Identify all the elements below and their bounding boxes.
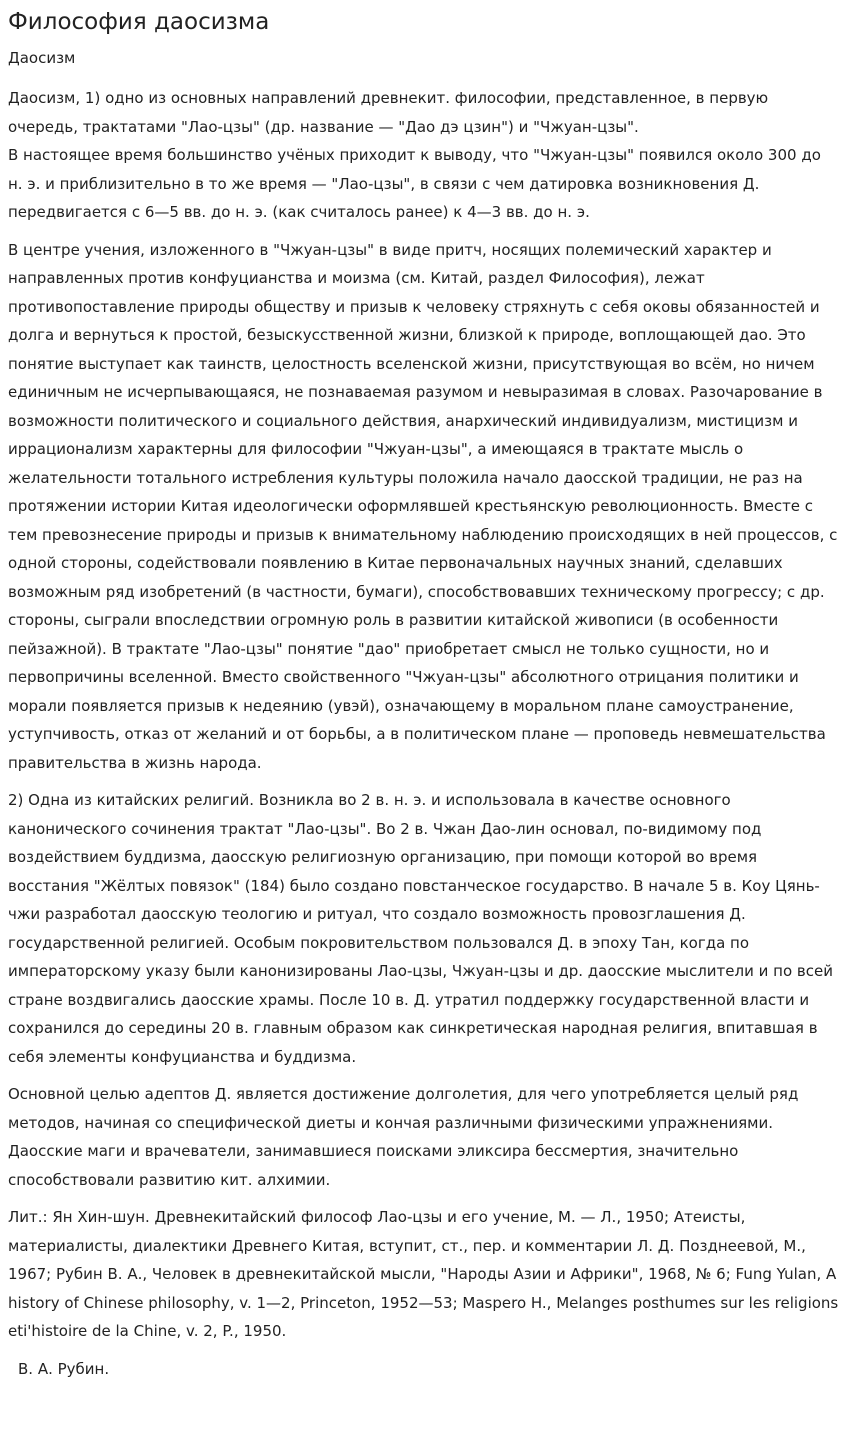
paragraph-teaching: В центре учения, изложенного в "Чжуан-цзы" в виде притч, носящих полемический характер и направленных против конфуцианства и моизма (см. Китай, раздел Философия), лежат противопоставление природы обществу и призыв к человеку стряхнуть с себя оковы обязанностей и долга и вернуться к простой, безыскусственной жизни, близкой к природе, воплощающей дао. Это понятие выступает как таинств, целостность вселенской жизни, присутствующая во всём, но ничем единичным не исчерпывающаяся, не познаваемая разумом и невыразимая в словах. Разочарование в возможности политического и социального действия, анархический индивидуализм, мистицизм и иррационализм характерны для философии "Чжуан-цзы", а имеющаяся в трактате мысль о желательности тотального истребления культуры положила начало даосской традиции, не раз на протяжении истории Китая идеологически оформлявшей крестьянскую революционность. Вместе с тем превознесение природы и призыв к внимательному наблюдению происходящих в ней процессов, с одной стороны, содействовали появлению в Китае первоначальных научных знаний, сделавших возможным ряд изобретений (в частности, бумаги), способствовавших техническому прогрессу; с др. стороны, сыграли впоследствии огромную роль в развитии китайской живописи (в особенности пейзажной). В трактате "Лао-цзы" понятие "дао" приобретает смысл не только сущности, но и первопричины вселенной. Вместо свойственного "Чжуан-цзы" абсолютного отрицания политики и морали появляется призыв к недеянию (увэй), означающему в моральном плане самоустранение, уступчивость, отказ от желаний и от борьбы, а в политическом плане — проповедь невмешательства правительства в жизнь народа. <box>8 240 838 772</box>
page-title: Философия даосизма <box>8 9 270 35</box>
paragraph-religion: 2) Одна из китайских религий. Возникла во 2 в. н. э. и использовала в качестве основного канонического сочинения трактат "Лао-цзы". Во 2 в. Чжан Дао-лин основал, по-видимому под воздействием буддизма, даосскую религиозную организацию, при помощи которой во время восстания "Жёлтых повязок" (184) было создано повстанческое государство. В начале 5 в. Коу Цянь-чжи разработал даосскую теологию и ритуал, что создало возможность провозглашения Д. государственной религией. Особым покровительством пользовался Д. в эпоху Тан, когда по императорскому указу были канонизированы Лао-цзы, Чжуан-цзы и др. даосские мыслители и по всей стране воздвигались даосские храмы. После 10 в. Д. утратил поддержку государственной власти и сохранился до середины 20 в. главным образом как синкретическая народная религия, впитавшая в себя элементы конфуцианства и буддизма. <box>8 791 833 1066</box>
paragraph-literature: Лит.: Ян Хин-шун. Древнекитайский философ Лао-цзы и его учение, М. — Л., 1950; Атеисты, материалисты, диалектики Древнего Китая, вступит, ст., пер. и комментарии Л. Д. Позднеевой, М., 1967; Рубин В. А., Человек в древнекитайской мысли, "Народы Азии и Африки", 1968, № 6; Fung Yulan, A history of Chinese philosophy, v. 1—2, Princeton, 1952—53; Maspero H., Melanges posthumes sur les religions eti'histoire de la Chine, v. 2, P., 1950. <box>8 1208 839 1340</box>
paragraph-definition: Даосизм, 1) одно из основных направлений древнекит. философии, представленное, в первую очередь, трактатами "Лао-цзы" (др. название — "Дао дэ цзин") и "Чжуан-цзы". В настоящее время большинство учёных приходит к выводу, что "Чжуан-цзы" появился около 300 до н. э. и приблизительно в то же время — "Лао-цзы", в связи с чем датировка возникновения Д. передвигается с 6—5 вв. до н. э. (как считалось ранее) к 4—3 вв. до н. э. <box>8 89 821 221</box>
article-subtitle: Даосизм <box>8 49 76 67</box>
article-author: В. А. Рубин. <box>18 1359 110 1378</box>
paragraph-adepts: Основной целью адептов Д. является достижение долголетия, для чего употребляется целый ряд методов, начиная со специфической диеты и кончая различными физическими упражнениями. Даосские маги и врачеватели, занимавшиеся поисками эликсира бессмертия, значительно способствовали развитию кит. алхимии. <box>8 1085 799 1189</box>
